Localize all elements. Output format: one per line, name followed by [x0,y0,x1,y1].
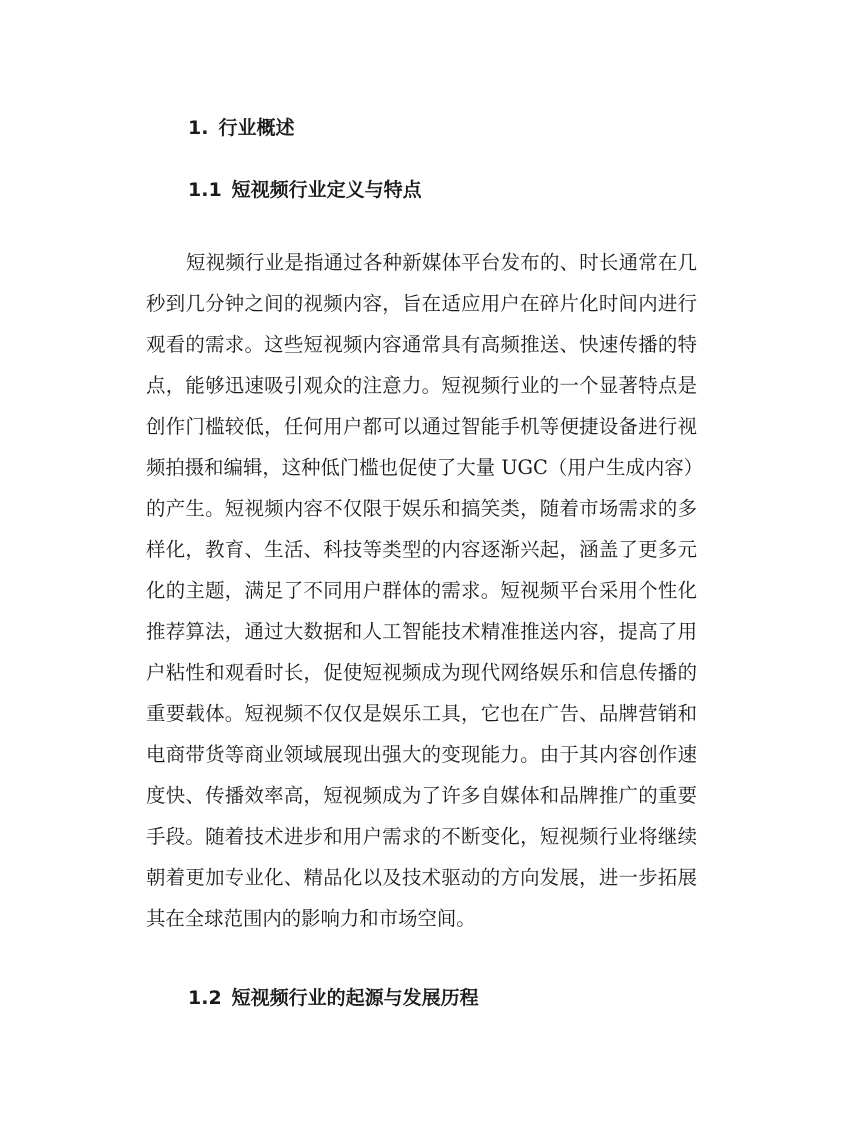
section-heading-1 [188,116,294,140]
section-title: 短视频行业的起源与发展历程 [231,987,479,1009]
paragraph-line: 其在全球范围内的影响力和市场空间。 [146,907,476,930]
section-heading-1-2 [188,986,479,1010]
paragraph-line: 度快、传播效率高，短视频成为了许多自媒体和品牌推广的重要 [146,784,697,807]
section-title: 短视频行业定义与特点 [231,179,422,201]
section-number: 1.1 [188,179,222,201]
paragraph-line: 频拍摄和编辑，这种低门槛也促使了大量 UGC（用户生成内容） [146,456,703,479]
paragraph-line: 点，能够迅速吸引观众的注意力。短视频行业的一个显著特点是 [146,374,697,397]
paragraph-line: 观看的需求。这些短视频内容通常具有高频推送、快速传播的特 [146,333,697,356]
paragraph-line: 朝着更加专业化、精品化以及技术驱动的方向发展，进一步拓展 [146,866,697,889]
paragraph-line: 创作门槛较低，任何用户都可以通过智能手机等便捷设备进行视 [146,415,697,438]
paragraph-line: 手段。随着技术进步和用户需求的不断变化，短视频行业将继续 [146,825,697,848]
section-number: 1.2 [188,987,222,1009]
paragraph-line: 电商带货等商业领域展现出强大的变现能力。由于其内容创作速 [146,743,697,766]
paragraph-line: 推荐算法，通过大数据和人工智能技术精准推送内容，提高了用 [146,620,697,643]
paragraph-line: 重要载体。短视频不仅仅是娱乐工具，它也在广告、品牌营销和 [146,702,697,725]
paragraph-line: 化的主题，满足了不同用户群体的需求。短视频平台采用个性化 [146,579,697,602]
paragraph-line: 户粘性和观看时长，促使短视频成为现代网络娱乐和信息传播的 [146,661,697,684]
section-number: 1. [188,117,209,139]
paragraph-line: 的产生。短视频内容不仅限于娱乐和搞笑类，随着市场需求的多 [146,497,697,520]
section-title: 行业概述 [218,117,295,139]
paragraph-line: 秒到几分钟之间的视频内容，旨在适应用户在碎片化时间内进行 [146,292,697,315]
paragraph-line: 样化，教育、生活、科技等类型的内容逐渐兴起，涵盖了更多元 [146,538,697,561]
paragraph-line: 短视频行业是指通过各种新媒体平台发布的、时长通常在几 [186,251,697,274]
section-heading-1-1 [188,178,422,202]
